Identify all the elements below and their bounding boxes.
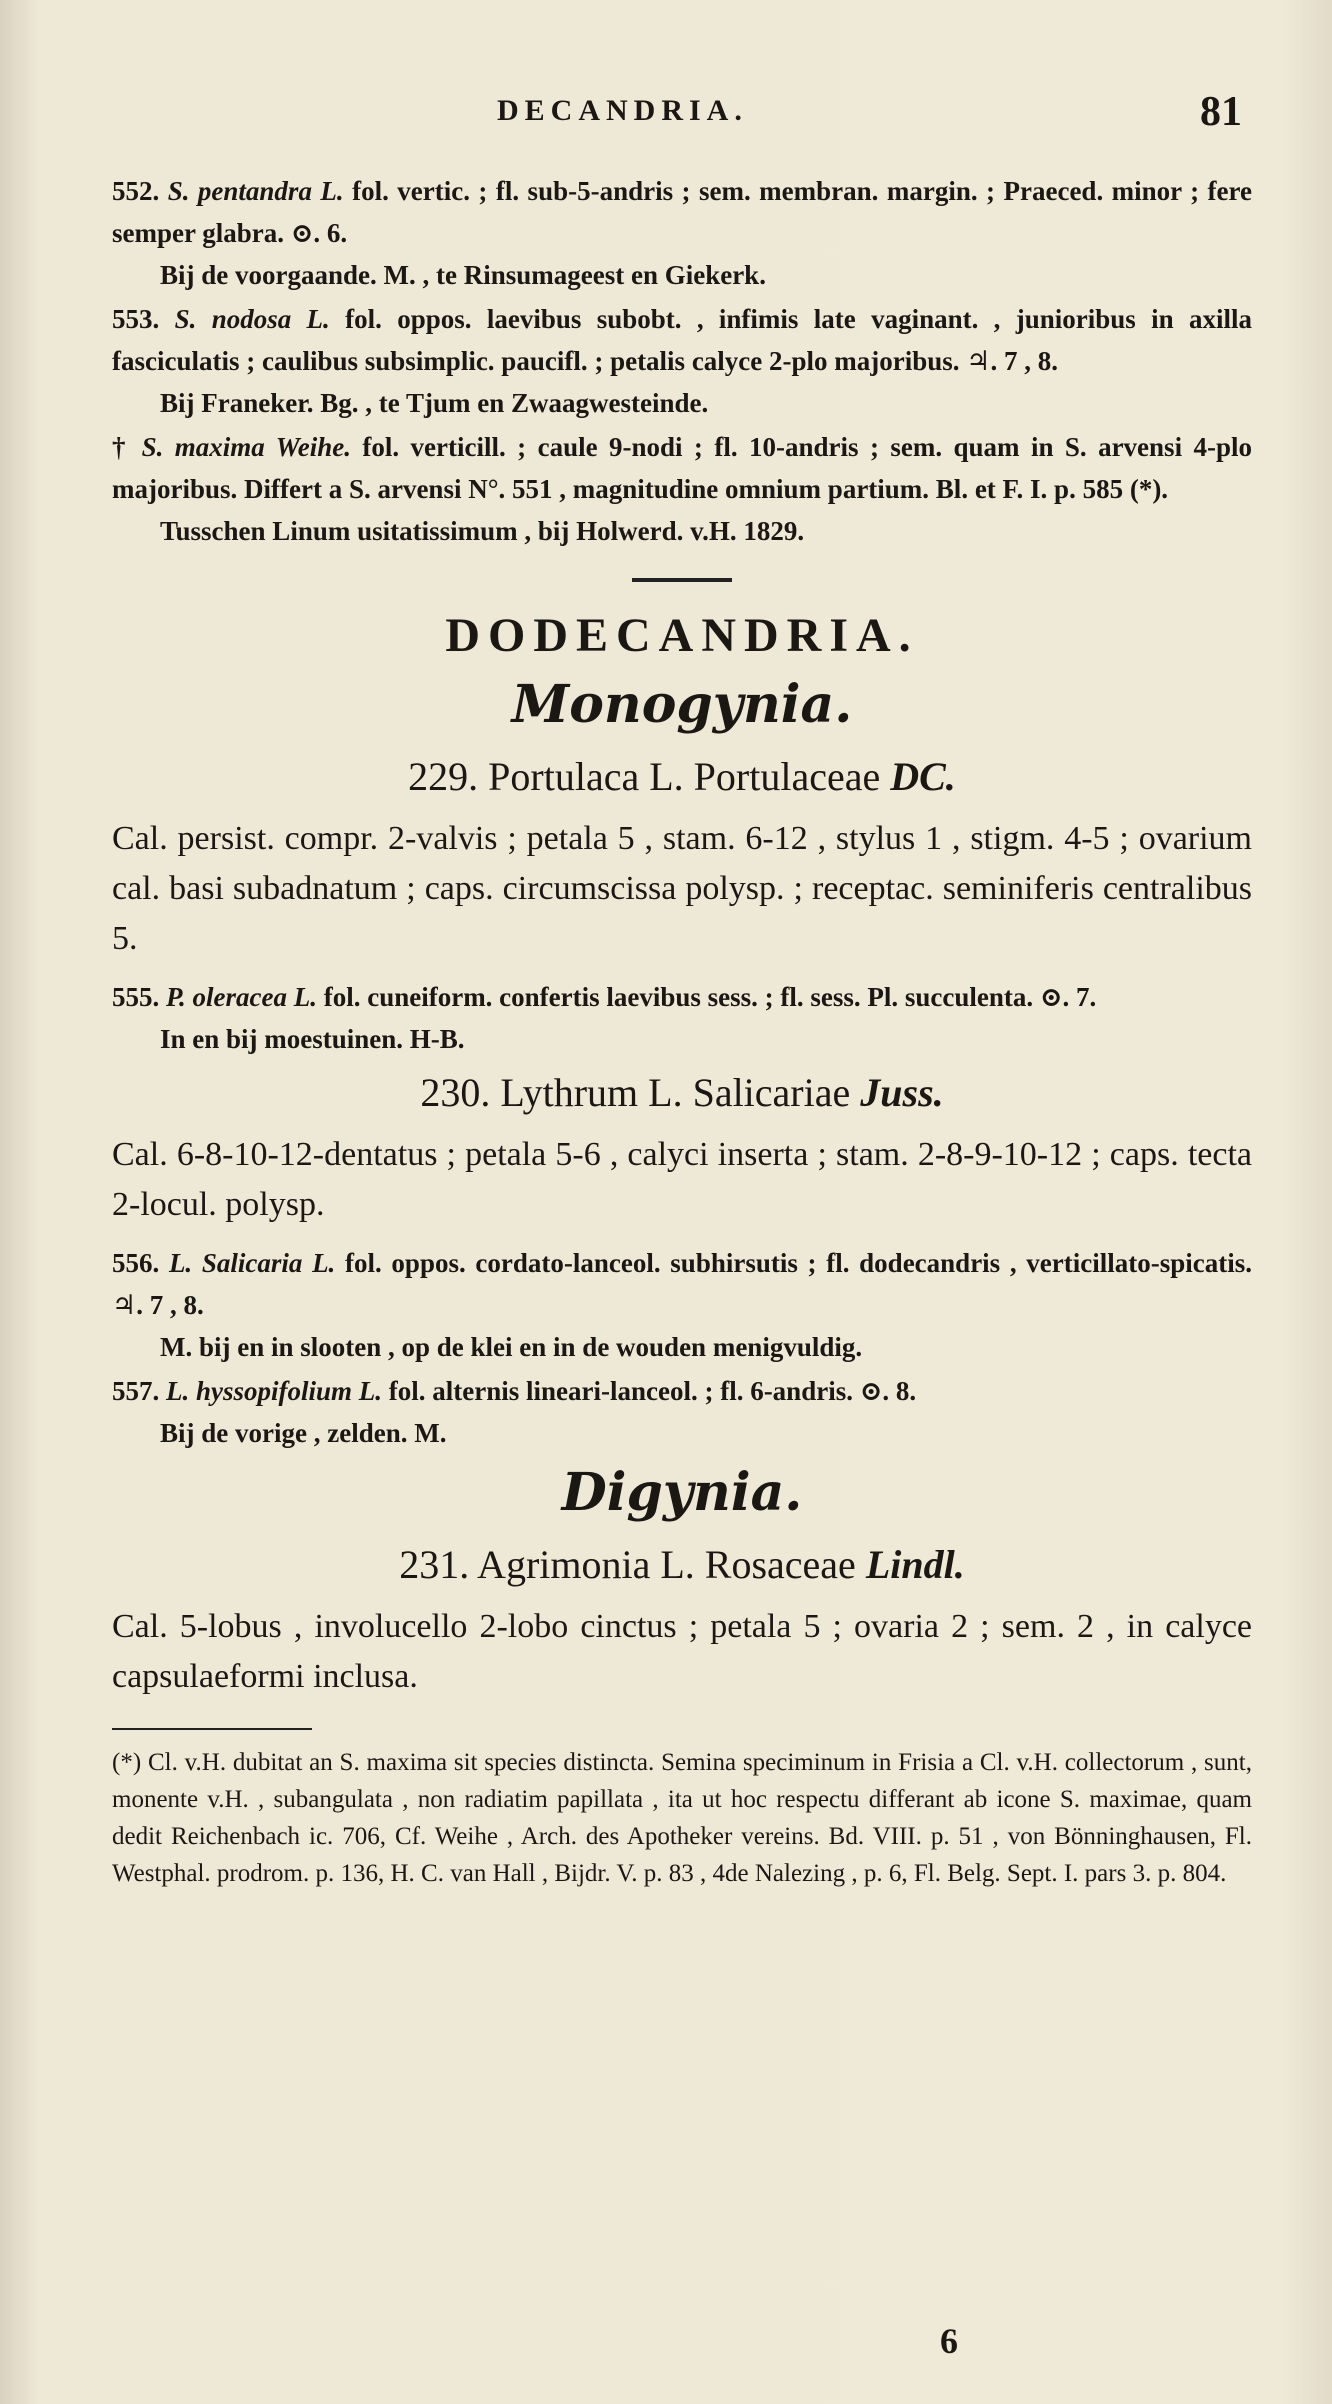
genus-description-231: Cal. 5-lobus , involucello 2-lobo cinctus ; petala 5 ; ovaria 2 ; sem. 2 , in calyce capsulaeformi inclusa. [112, 1608, 1252, 1695]
entry-552 [112, 170, 1252, 254]
entry-number: 552. [112, 176, 160, 206]
entry-555 [112, 976, 1252, 1018]
running-header [0, 88, 1332, 138]
entry-557 [112, 1370, 1252, 1412]
section-divider [632, 578, 732, 582]
species-name: P. oleracea L. [166, 982, 317, 1012]
genus-heading-230 [112, 1066, 1252, 1120]
genus-heading-229 [112, 750, 1252, 804]
class-heading: DODECANDRIA. [445, 609, 919, 662]
species-name: L. hyssopifolium L. [166, 1376, 383, 1406]
entry-557-locality: Bij de vorige , zelden. M. [160, 1418, 447, 1448]
family-author: Juss. [860, 1070, 944, 1115]
order-heading-monogynia: Monogynia. [511, 674, 853, 735]
entry-text: fol. oppos. cordato-lanceol. subhirsutis ; fl. dodecandris , verticillato-spicatis. ♃. 7 , 8. [112, 1248, 1252, 1320]
running-title: DECANDRIA. [497, 94, 748, 127]
entry-maxima [112, 426, 1252, 510]
entry-text: fol. alternis lineari-lanceol. ; fl. 6-andris. ⊙. 8. [388, 1376, 917, 1406]
entry-text: fol. verticill. ; caule 9-nodi ; fl. 10-andris ; sem. quam in S. arvensi 4-plo majoribus. Differt a S. arvensi N°. 551 , magnitudine omnium partium. Bl. et F. I. p. 585 (*). [112, 432, 1252, 504]
entry-552-locality: Bij de voorgaande. M. , te Rinsumageest en Giekerk. [160, 260, 766, 290]
family-author: Lindl. [865, 1542, 965, 1587]
entry-text: fol. cuneiform. confertis laevibus sess. ; fl. sess. Pl. succulenta. ⊙. 7. [323, 982, 1097, 1012]
page-number: 81 [1200, 89, 1242, 135]
entry-text: fol. oppos. laevibus subobt. , infimis late vaginant. , junioribus in axilla fasciculatis ; caulibus subsimplic. paucifl. ; petalis calyce 2-plo majoribus. ♃. 7 , 8. [112, 304, 1252, 376]
dagger-mark: † [112, 432, 131, 462]
entry-number: 556. [112, 1248, 160, 1278]
genus-title: 230. Lythrum L. Salicariae [420, 1070, 851, 1115]
entry-553 [112, 298, 1252, 382]
footnote: (*) Cl. v.H. dubitat an S. maxima sit species distincta. Semina speciminum in Frisia a Cl. v.H. collectorum , sunt, monente v.H. , subangulata , non radiatim papillata , ita ut hoc respectu differant ab icone S. maximae, quam dedit Reichenbach ic. 706, Cf. Weihe , Arch. des Apotheker vereins. Bd. VIII. p. 51 , von Bönninghausen, Fl. Westphal. prodrom. p. 136, H. C. van Hall , Bijdr. V. p. 83 , 4de Nalezing , p. 6, Fl. Belg. Sept. I. pars 3. p. 804. [112, 1749, 1252, 1887]
entry-556 [112, 1242, 1252, 1326]
signature-mark: 6 [940, 2321, 958, 2361]
entry-number: 557. [112, 1376, 160, 1406]
entry-number: 555. [112, 982, 160, 1012]
species-name: S. nodosa L. [174, 304, 330, 334]
entry-556-locality: M. bij en in slooten , op de klei en in de wouden menigvuldig. [160, 1332, 863, 1362]
genus-title: 229. Portulaca L. Portulaceae [408, 754, 881, 799]
genus-description-229: Cal. persist. compr. 2-valvis ; petala 5 , stam. 6-12 , stylus 1 , stigm. 4-5 ; ovarium cal. basi subadnatum ; caps. circumscissa polysp. ; receptac. seminiferis centralibus 5. [112, 820, 1252, 957]
entry-maxima-locality: Tusschen Linum usitatissimum , bij Holwerd. v.H. 1829. [160, 516, 805, 546]
entry-text: fol. vertic. ; fl. sub-5-andris ; sem. membran. margin. ; Praeced. minor ; fere semper glabra. ⊙. 6. [112, 176, 1252, 248]
footnote-divider [112, 1728, 312, 1730]
species-name: S. maxima Weihe. [141, 432, 351, 462]
genus-title: 231. Agrimonia L. Rosaceae [399, 1542, 856, 1587]
family-author: DC. [890, 754, 956, 799]
genus-description-230: Cal. 6-8-10-12-dentatus ; petala 5-6 , calyci inserta ; stam. 2-8-9-10-12 ; caps. tecta 2-locul. polysp. [112, 1136, 1252, 1223]
genus-heading-231 [112, 1538, 1252, 1592]
species-name: L. Salicaria L. [168, 1248, 336, 1278]
page-content [112, 170, 1252, 1892]
entry-555-locality: In en bij moestuinen. H-B. [160, 1024, 465, 1054]
species-name: S. pentandra L. [167, 176, 344, 206]
order-heading-digynia: Digynia. [561, 1462, 803, 1523]
entry-number: 553. [112, 304, 160, 334]
entry-553-locality: Bij Franeker. Bg. , te Tjum en Zwaagwesteinde. [160, 388, 709, 418]
